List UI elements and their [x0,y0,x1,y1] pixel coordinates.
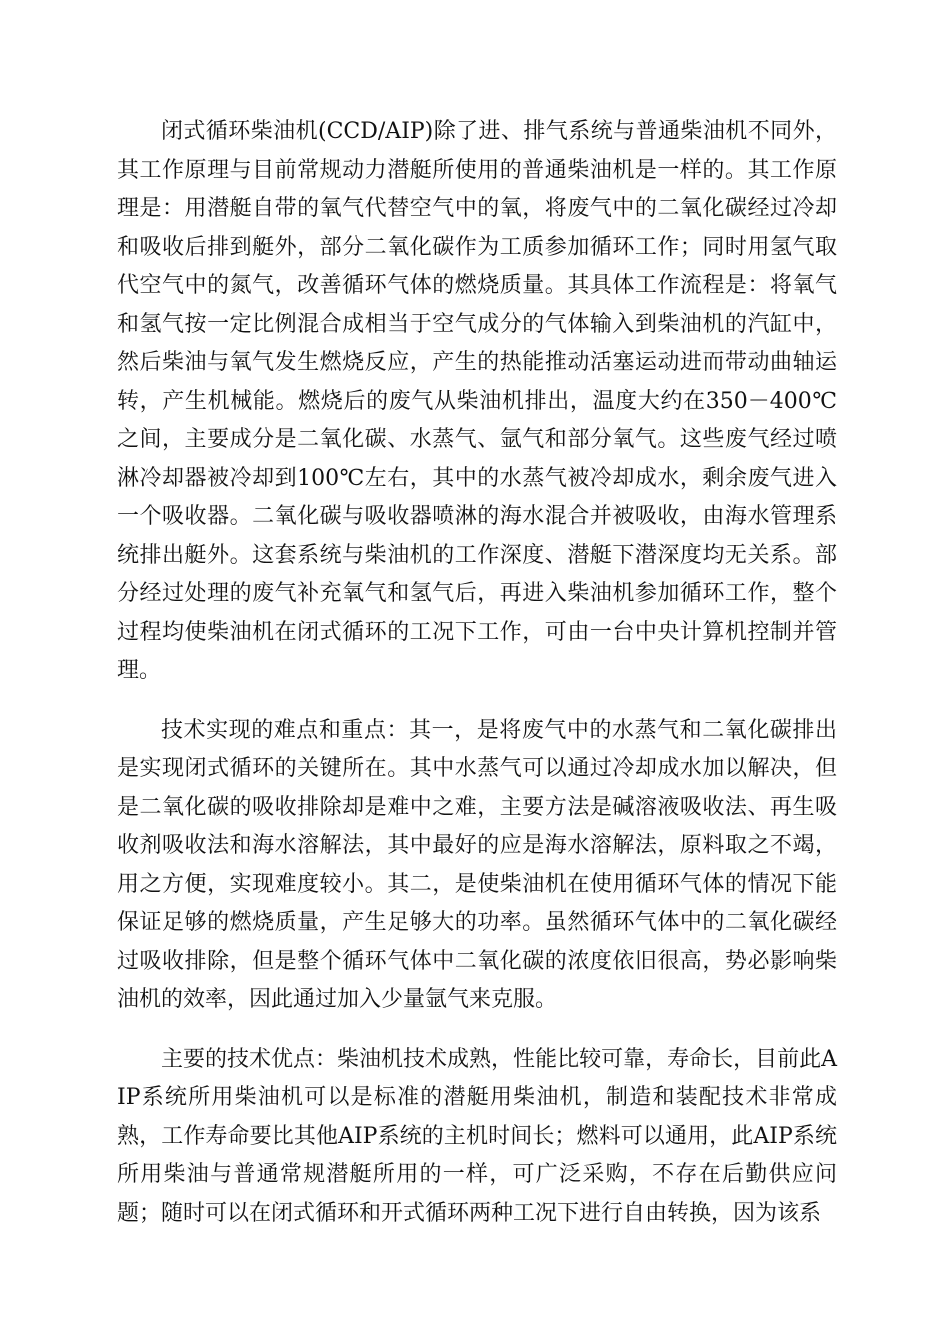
paragraph-technical-difficulties: 技术实现的难点和重点：其一，是将废气中的水蒸气和二氧化碳排出是实现闭式循环的关键所在。其中水蒸气可以通过冷却成水加以解决，但是二氧化碳的吸收排除却是难中之难，主要方法是碱溶液吸收法、再生吸收剂吸收法和海水溶解法，其中最好的应是海水溶解法，原料取之不竭，用之方便，实现难度较小。其二，是使柴油机在使用循环气体的情况下能保证足够的燃烧质量，产生足够大的功率。虽然循环气体中的二氧化碳经过吸收排除，但是整个循环气体中二氧化碳的浓度依旧很高，势必影响柴油机的效率，因此通过加入少量氩气来克服。 [117,717,837,1012]
document-body [117,113,837,1233]
paragraph-technical-advantages: 主要的技术优点：柴油机技术成熟，性能比较可靠，寿命长，目前此AIP系统所用柴油机可以是标准的潜艇用柴油机，制造和装配技术非常成熟，工作寿命要比其他AIP系统的主机时间长；燃料可以通用，此AIP系统所用柴油与普通常规潜艇所用的一样，可广泛采购，不存在后勤供应问题；随时可以在闭式循环和开式循环两种工况下进行自由转换，因为该系 [117,1046,837,1226]
paragraph-ccd-principle: 闭式循环柴油机(CCD/AIP)除了进、排气系统与普通柴油机不同外，其工作原理与目前常规动力潜艇所使用的普通柴油机是一样的。其工作原理是：用潜艇自带的氧气代替空气中的氧，将废气中的二氧化碳经过冷却和吸收后排到艇外，部分二氧化碳作为工质参加循环工作；同时用氢气取代空气中的氮气，改善循环气体的燃烧质量。其具体工作流程是：将氧气和氢气按一定比例混合成相当于空气成分的气体输入到柴油机的汽缸中，然后柴油与氧气发生燃烧反应，产生的热能推动活塞运动进而带动曲轴运转，产生机械能。燃烧后的废气从柴油机排出，温度大约在350－400℃之间，主要成分是二氧化碳、水蒸气、氩气和部分氧气。这些废气经过喷淋冷却器被冷却到100℃左右，其中的水蒸气被冷却成水，剩余废气进入一个吸收器。二氧化碳与吸收器喷淋的海水混合并被吸收，由海水管理系统排出艇外。这套系统与柴油机的工作深度、潜艇下潜深度均无关系。部分经过处理的废气补充氧气和氢气后，再进入柴油机参加循环工作，整个过程均使柴油机在闭式循环的工况下工作，可由一台中央计算机控制并管理。 [117,119,837,683]
